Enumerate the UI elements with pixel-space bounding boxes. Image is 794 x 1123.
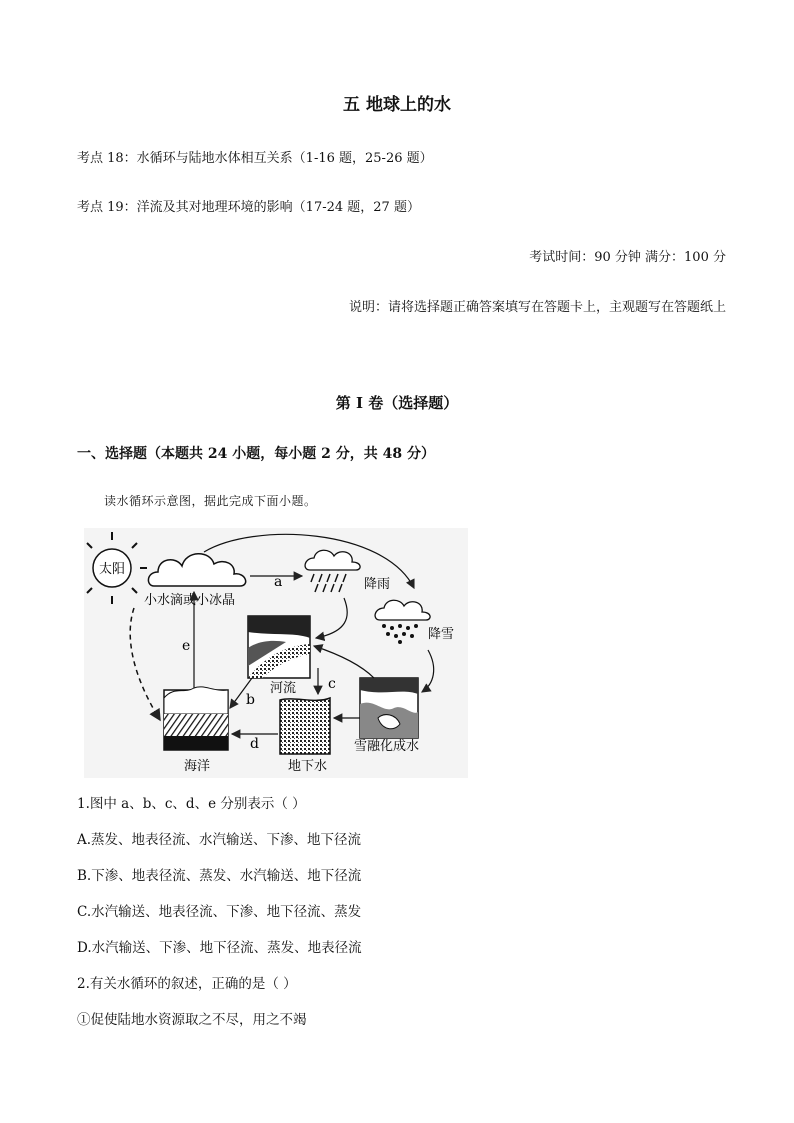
groundwater-label: 地下水 (288, 759, 328, 774)
label-c: c (328, 676, 336, 692)
label-b: b (246, 692, 255, 708)
part-heading: 一、选择题（本题共 24 小题，每小题 2 分，共 48 分） (77, 446, 435, 462)
label-d: d (250, 736, 259, 752)
snowmelt-label: 雪融化成水 (354, 739, 420, 754)
label-a: a (274, 574, 283, 590)
question-1-option-c: C.水汽输送、地表径流、下渗、地下径流、蒸发 (77, 904, 362, 920)
kaodian-18: 考点 18：水循环与陆地水体相互关系（1-16 题，25-26 题） (77, 151, 433, 166)
ocean-image (164, 687, 228, 750)
cloud-label: 小水滴或小冰晶 (144, 593, 236, 608)
instructions: 说明：请将选择题正确答案填写在答题卡上，主观题写在答题纸上 (348, 300, 726, 315)
sun-label: 太阳 (98, 562, 126, 577)
question-1-option-a: A.蒸发、地表径流、水汽输送、下渗、地下径流 (77, 832, 362, 848)
exam-info: 考试时间：90 分钟 满分：100 分 (529, 250, 726, 265)
page-title: 五 地球上的水 (343, 95, 451, 115)
question-2-stem: 2.有关水循环的叙述，正确的是（ ） (77, 976, 297, 992)
snow-label: 降雪 (428, 627, 455, 642)
kaodian-19: 考点 19：洋流及其对地理环境的影响（17-24 题，27 题） (77, 200, 420, 215)
section-title: 第 I 卷（选择题） (335, 394, 459, 412)
snowmelt-image (360, 678, 418, 738)
label-e: e (182, 638, 191, 654)
question-1-option-b: B.下渗、地表径流、蒸发、水汽输送、地下径流 (77, 868, 362, 884)
river-image (248, 616, 310, 678)
groundwater-image (280, 698, 330, 754)
question-1-option-d: D.水汽输送、下渗、地下径流、蒸发、地表径流 (77, 940, 362, 956)
water-cycle-diagram (84, 528, 468, 778)
intro-text: 读水循环示意图，据此完成下面小题。 (104, 494, 317, 508)
rain-label: 降雨 (364, 577, 391, 592)
river-label: 河流 (270, 681, 297, 696)
question-1-stem: 1.图中 a、b、c、d、e 分别表示（ ） (77, 796, 306, 812)
question-2-item-1: ①促使陆地水资源取之不尽，用之不竭 (77, 1012, 307, 1028)
ocean-label: 海洋 (184, 759, 211, 774)
